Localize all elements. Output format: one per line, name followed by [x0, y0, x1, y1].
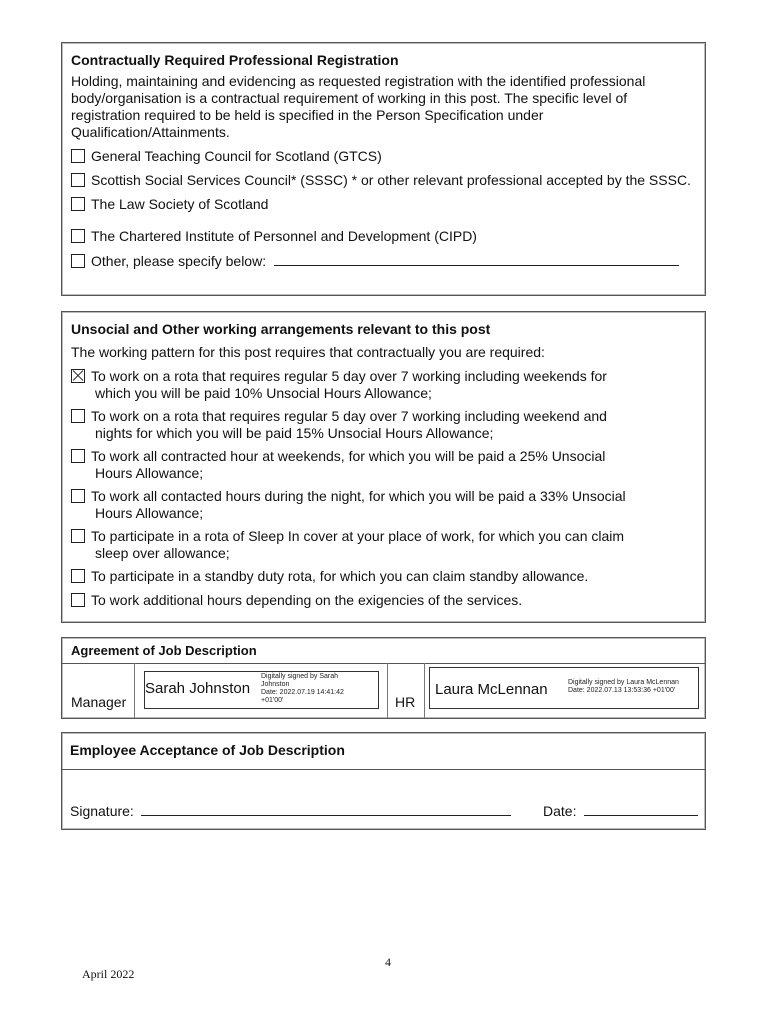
manager-label: Manager [71, 694, 127, 710]
acceptance-section [61, 732, 706, 830]
agreement-divider [62, 663, 705, 664]
unsocial-section [61, 311, 706, 623]
hr-signature-meta: Digitally signed by Laura McLennan Date: 2022.07.13 13:53:36 +01'00' [568, 679, 679, 694]
signature-row [70, 802, 511, 819]
unsocial-option-4: To work all contacted hours during the night, for which you will be paid a 33% Unsocial Hours Allowance; [71, 488, 697, 522]
registration-option-sssc: Scottish Social Services Council* (SSSC) * or other relevant professional accepted by the SSSC. [71, 172, 691, 189]
hr-signature-field[interactable] [429, 667, 699, 709]
manager-signature-field[interactable] [144, 671, 379, 709]
checkbox-unsocial-5[interactable] [71, 529, 85, 543]
hr-label-border-left [387, 663, 388, 718]
acceptance-divider [62, 769, 705, 770]
acceptance-heading: Employee Acceptance of Job Description [70, 742, 345, 758]
checkbox-gtcs[interactable] [71, 149, 85, 163]
checkbox-other[interactable] [71, 254, 85, 268]
unsocial-option-6: To participate in a standby duty rota, for which you can claim standby allowance. [71, 568, 697, 585]
unsocial-intro: The working pattern for this post requires that contractually you are required: [71, 344, 545, 360]
unsocial-heading: Unsocial and Other working arrangements relevant to this post [71, 321, 491, 337]
footer-date: April 2022 [82, 967, 135, 981]
registration-option-cipd: The Chartered Institute of Personnel and Development (CIPD) [71, 228, 697, 245]
signature-label: Signature: [70, 803, 134, 819]
checkbox-unsocial-4[interactable] [71, 489, 85, 503]
checkbox-unsocial-6[interactable] [71, 569, 85, 583]
checkbox-unsocial-3[interactable] [71, 449, 85, 463]
manager-signature-meta: Digitally signed by Sarah Johnston Date: 2022.07.19 14:41:42 +01'00' [261, 673, 344, 704]
registration-option-other: Other, please specify below: [71, 252, 697, 270]
other-specify-line[interactable] [274, 252, 679, 266]
unsocial-option-1: To work on a rota that requires regular 5 day over 7 working including weekends for which you will be paid 10% Unsocial Hours Allowance; [71, 368, 697, 402]
checkbox-unsocial-1[interactable] [71, 369, 85, 383]
manager-cell-border [134, 663, 135, 718]
hr-label: HR [395, 694, 416, 710]
page-number: 4 [385, 955, 391, 969]
registration-option-gtcs: General Teaching Council for Scotland (GTCS) [71, 148, 697, 165]
hr-label-border-right [424, 663, 425, 718]
checkbox-unsocial-2[interactable] [71, 409, 85, 423]
registration-heading: Contractually Required Professional Registration [71, 52, 399, 68]
registration-option-law-society: The Law Society of Scotland [71, 196, 697, 213]
registration-intro: Holding, maintaining and evidencing as requested registration with the identified professional body/organisation is a contractual requirement of working in this post. The specific level of registration required to be held is specified in the Person Specification under Qualification/Attainments. [71, 73, 646, 140]
agreement-heading: Agreement of Job Description [71, 643, 257, 658]
checkbox-cipd[interactable] [71, 229, 85, 243]
manager-signature-name: Sarah Johnston [145, 680, 251, 697]
date-label: Date: [543, 803, 577, 819]
agreement-section [61, 637, 706, 719]
hr-signature-name: Laura McLennan [435, 681, 548, 698]
unsocial-option-7: To work additional hours depending on the exigencies of the services. [71, 592, 697, 609]
date-row [543, 802, 698, 819]
unsocial-option-5: To participate in a rota of Sleep In cover at your place of work, for which you can claim sleep over allowance; [71, 528, 697, 562]
date-line[interactable] [584, 802, 698, 816]
signature-line[interactable] [141, 802, 511, 816]
unsocial-option-3: To work all contracted hour at weekends, for which you will be paid a 25% Unsocial Hours Allowance; [71, 448, 697, 482]
registration-section [61, 42, 706, 296]
checkbox-sssc[interactable] [71, 173, 85, 187]
unsocial-option-2: To work on a rota that requires regular 5 day over 7 working including weekend and nights for which you will be paid 15% Unsocial Hours Allowance; [71, 408, 697, 442]
checkbox-unsocial-7[interactable] [71, 593, 85, 607]
checkbox-law-society[interactable] [71, 197, 85, 211]
